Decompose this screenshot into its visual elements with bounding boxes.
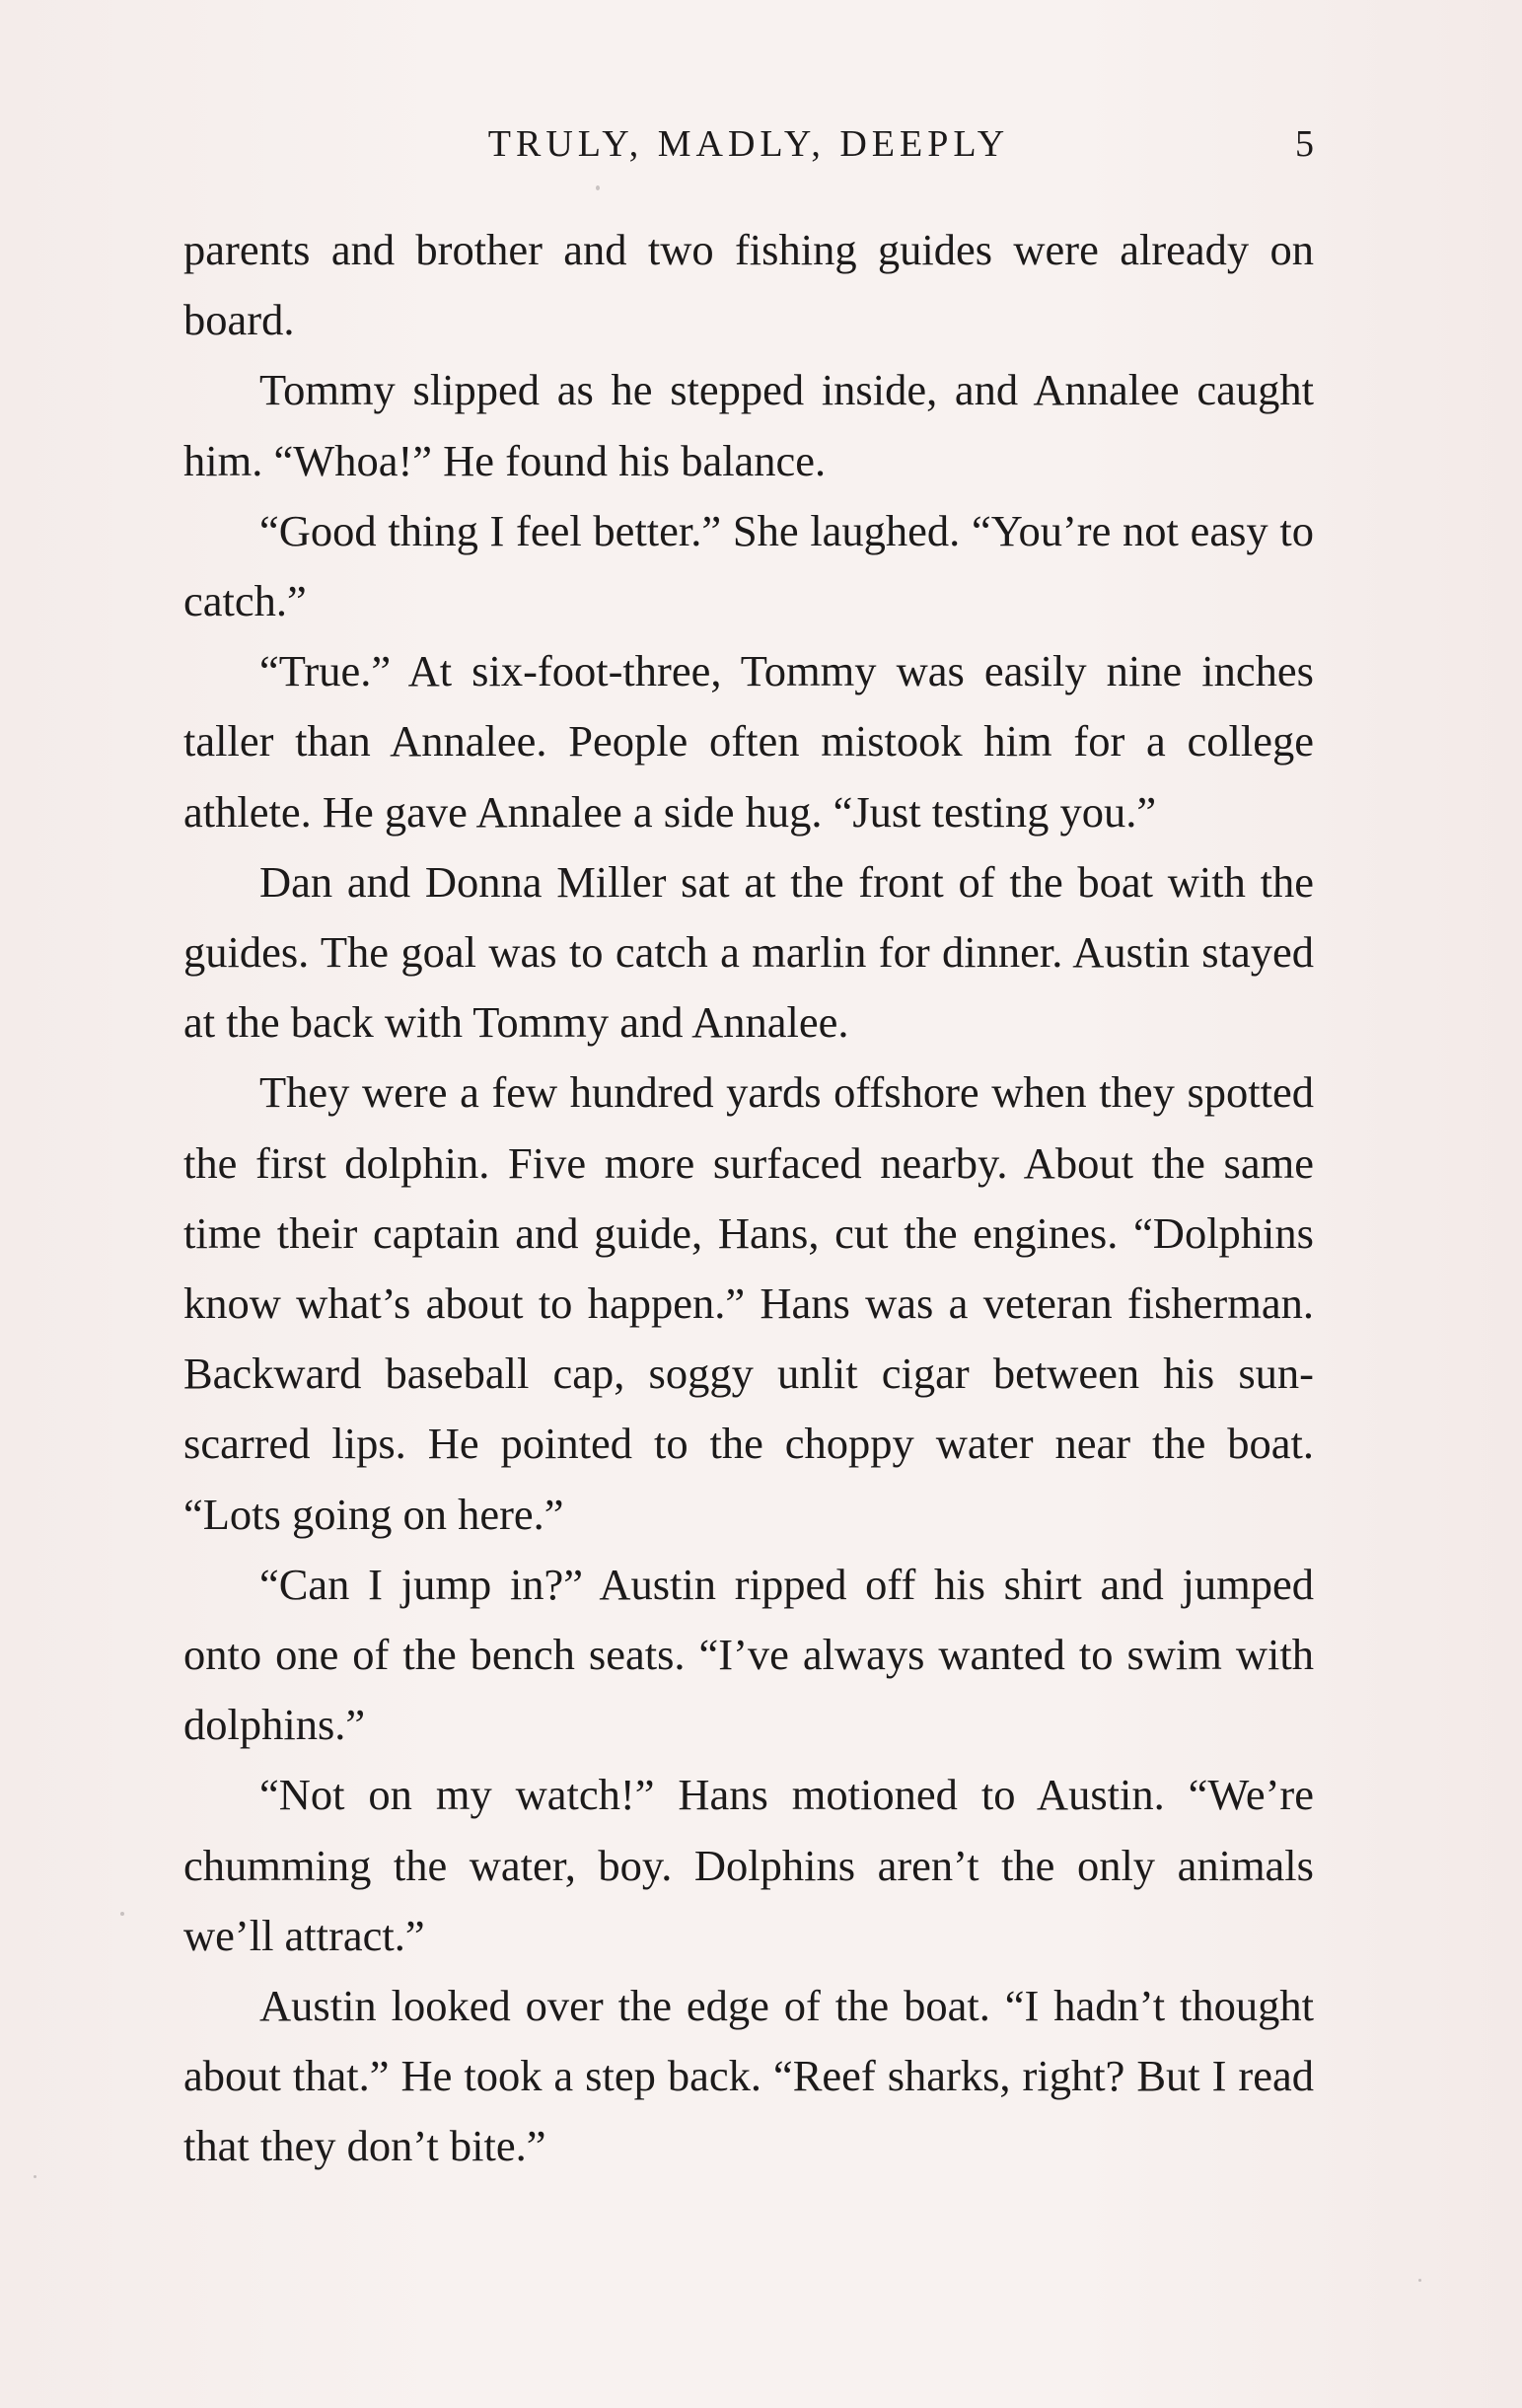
paragraph: “Can I jump in?” Austin ripped off his shirt and jumped onto one of the bench seats. “I’ve always wanted to swim with dolphins.” [183,1559,1314,1750]
paper-speck [34,2175,36,2178]
paragraph: Dan and Donna Miller sat at the front of the boat with the guides. The goal was to catch a marlin for dinner. Austin stayed at the back with Tommy and Annalee. [183,856,1314,1048]
paragraph: They were a few hundred yards offshore when they spotted the first dolphin. Five more surfaced nearby. About the same time their captain and guide, Hans, cut the engines. “Dolphins know what’s about to happen.” Hans was a veteran fisherman. Backward baseball cap, soggy unlit cigar between his sun-scarred lips. He pointed to the choppy water near the boat. “Lots going on here.” [183,1067,1314,1539]
paragraph: parents and brother and two fishing guides were already on board. [183,225,1314,345]
paragraph: Austin looked over the edge of the boat. “I hadn’t thought about that.” He took a step back. “Reef sharks, right? But I read that they don’t bite.” [183,1981,1314,2171]
paragraph: Tommy slipped as he stepped inside, and Annalee caught him. “Whoa!” He found his balance. [183,365,1314,485]
paper-speck [120,1912,124,1916]
paper-speck [1418,2279,1421,2282]
running-title: TRULY, MADLY, DEEPLY [487,123,1010,165]
body-text [183,215,1314,2182]
page-number: 5 [1295,123,1314,165]
paragraph: “Not on my watch!” Hans motioned to Austin. “We’re chumming the water, boy. Dolphins aren’t the only animals we’ll attract.” [183,1770,1314,1960]
paper-speck [596,185,600,190]
page-header [183,122,1314,182]
paragraph: “Good thing I feel better.” She laughed. “You’re not easy to catch.” [183,505,1314,626]
paragraph: “True.” At six-foot-three, Tommy was easily nine inches taller than Annalee. People often mistook him for a college athlete. He gave Annalee a side hug. “Just testing you.” [183,646,1314,837]
